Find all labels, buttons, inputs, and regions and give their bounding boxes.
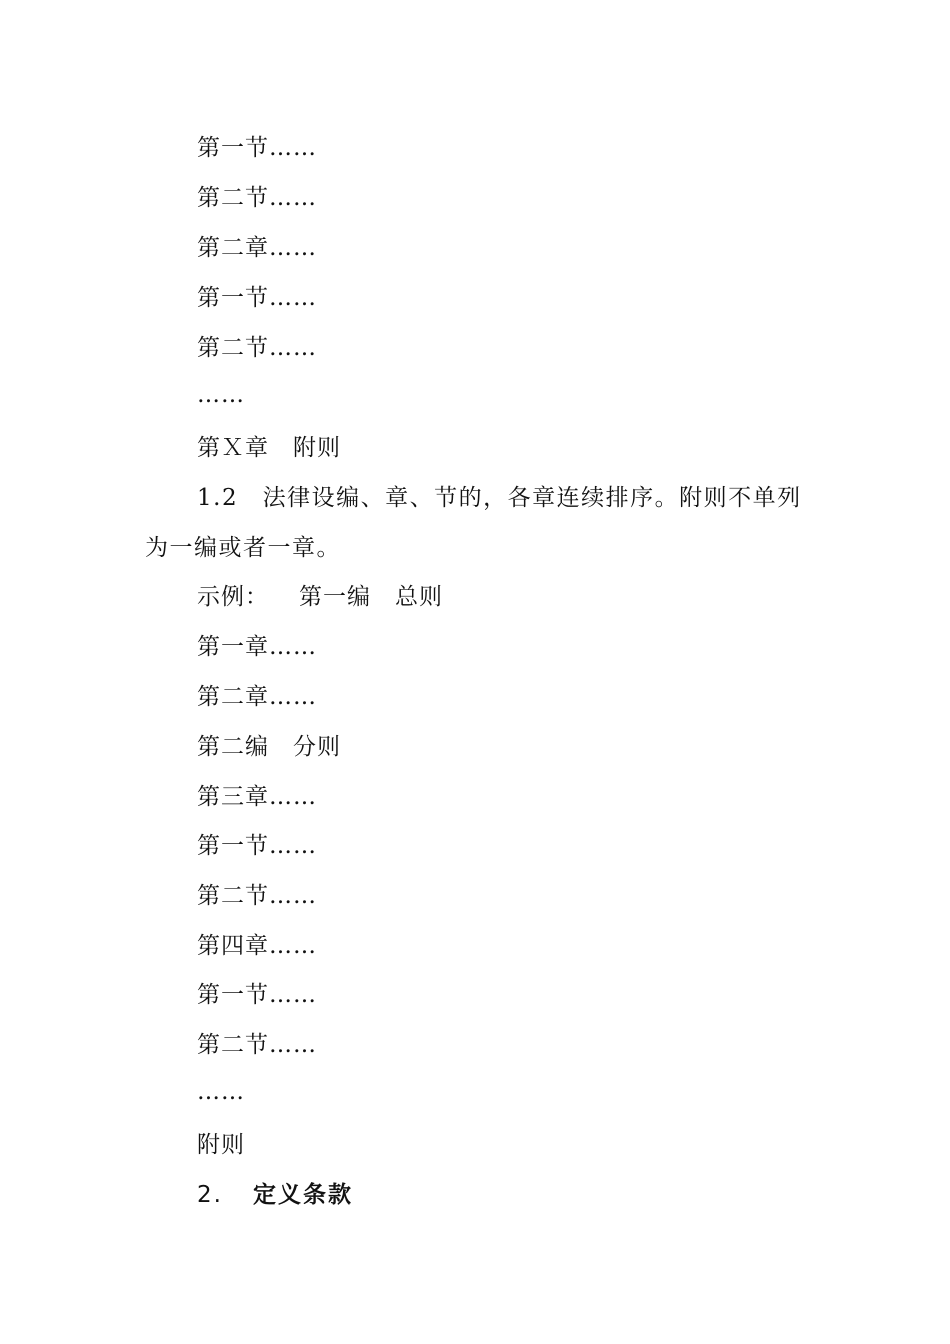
outline-line-chapter-3: 第三章…… xyxy=(197,784,317,810)
outline-line-section-2d: 第二节…… xyxy=(197,1032,317,1058)
example-label: 示例： xyxy=(197,584,269,610)
outline-line-section-1b: 第一节…… xyxy=(197,285,317,311)
outline-line-section-1d: 第一节…… xyxy=(197,982,317,1008)
section-2-heading xyxy=(197,1180,353,1210)
outline-line-chapter-x: 第Ｘ章 附则 xyxy=(197,435,341,461)
outline-line-chapter-4: 第四章…… xyxy=(197,933,317,959)
outline-line-section-2b: 第二节…… xyxy=(197,335,317,361)
outline-line-section-1c: 第一节…… xyxy=(197,833,317,859)
outline-line-appendix: 附则 xyxy=(197,1132,245,1158)
example-line xyxy=(197,582,443,612)
outline-line-chapter-2b: 第二章…… xyxy=(197,684,317,710)
section-2-number: 2. xyxy=(197,1182,223,1208)
section-2-title: 定义条款 xyxy=(252,1181,353,1208)
outline-line-section-1: 第一节…… xyxy=(197,135,317,161)
outline-line-part-2: 第二编 分则 xyxy=(197,734,341,760)
outline-line-chapter-1: 第一章…… xyxy=(197,634,317,660)
paragraph-1-2: 1.2 法律设编、章、节的，各章连续排序。附则不单列为一编或者一章。 xyxy=(145,485,802,561)
outline-line-section-2c: 第二节…… xyxy=(197,883,317,909)
outline-line-section-2: 第二节…… xyxy=(197,185,317,211)
outline-line-ellipsis: …… xyxy=(197,382,245,408)
outline-line-chapter-2: 第二章…… xyxy=(197,235,317,261)
outline-line-ellipsis-b: …… xyxy=(197,1079,245,1105)
example-first-part: 第一编 总则 xyxy=(299,584,443,610)
